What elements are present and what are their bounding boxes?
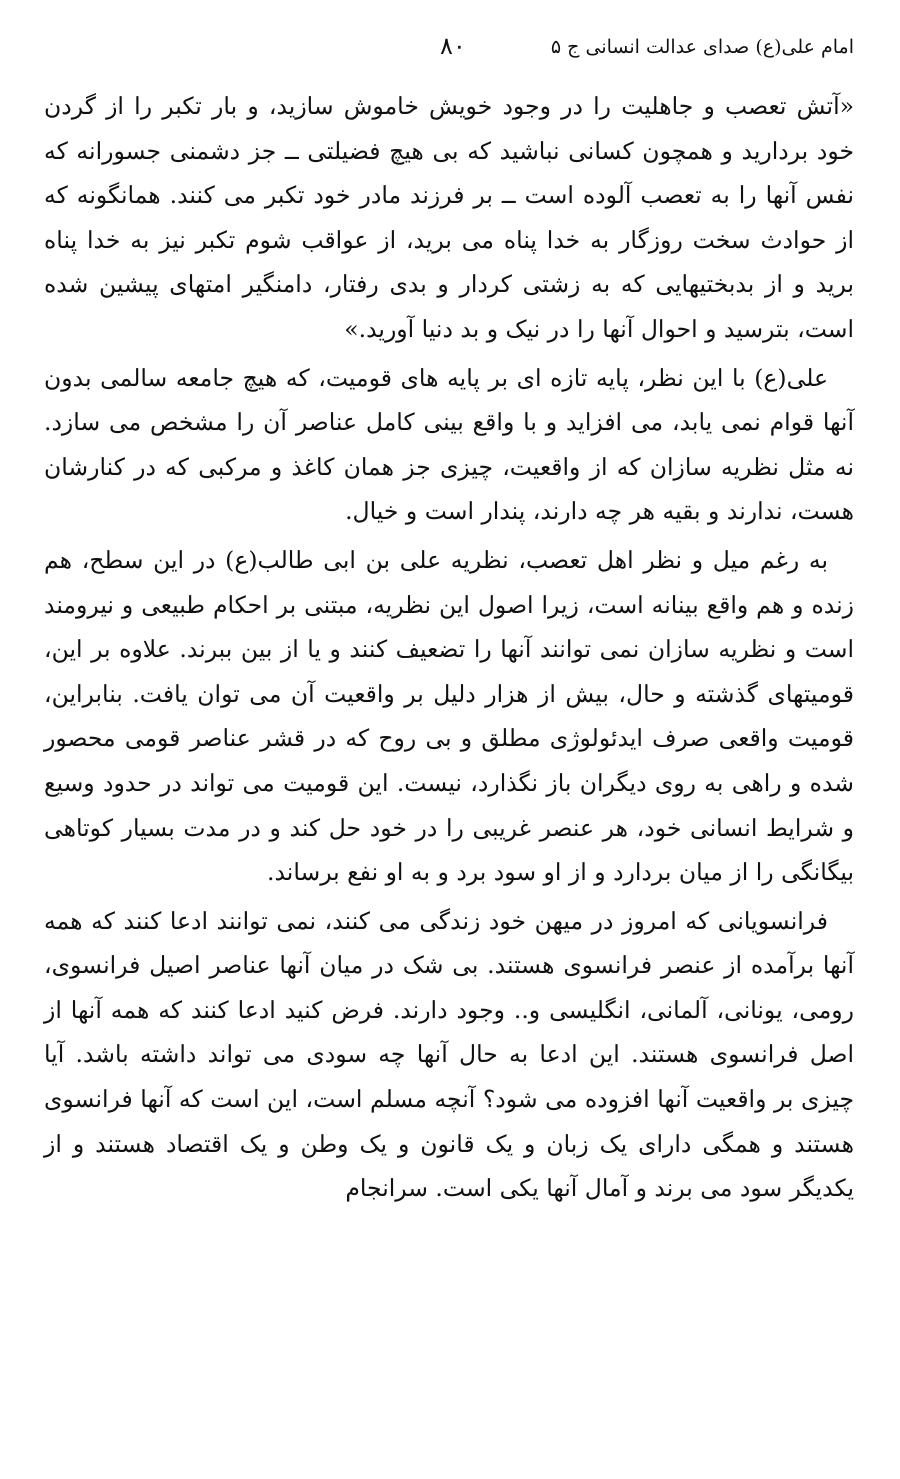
body-paragraph: فرانسویانی که امروز در میهن خود زندگی می کنند، نمی توانند ادعا کنند که همه آنها برآمده از عنصر فرانسوی هستند. بی شک در میان آنها عناصر اصیل فرانسوی، رومی، یونانی، آلمانی، انگلیسی و.. وجود دارند. فرض کنید ادعا کنند که همه آنها از اصل فرانسوی هستند. این ادعا به حال آنها چه سودی می تواند داشته باشد. آیا چیزی بر واقعیت آنها افزوده می شود؟ آنچه مسلم است، این است که آنها فرانسوی هستند و همگی دارای یک زبان و یک قانون و یک وطن و یک اقتصاد هستند و از یکدیگر سود می برند و آمال آنها یکی است. سرانجام [44,906,854,1203]
body-paragraph: به رغم میل و نظر اهل تعصب، نظریه علی بن ابی طالب(ع) در این سطح، هم زنده و هم واقع بینانه است، زیرا اصول این نظریه، مبتنی بر احکام طبیعی و نیرومند است و نظریه سازان نمی توانند آنها را تضعیف کنند و یا از بین ببرند. علاوه بر این، قومیتهای گذشته و حال، بیش از هزار دلیل بر واقعیت آن می توان یافت. بنابراین، قومیت واقعی صرف ایدئولوژی مطلق و بی روح که در قشر عناصر قومی محصور شده و راهی به روی دیگران باز نگذارد، نیست. این قومیت می تواند در حدود وسیع و شرایط انسانی خود، هر عنصر غریبی را در خود حل کند و در مدت بسیار کوتاهی بیگانگی را از میان بردارد و از او سود برد و به او نفع برساند. [44,545,854,887]
body-text [44,84,854,1215]
page-header [44,30,854,70]
page-number: ۸۰ [440,32,466,60]
quoted-sermon-paragraph: «آتش تعصب و جاهلیت را در وجود خویش خاموش سازید، و بار تکبر را از گردن خود بردارید و همچون کسانی نباشید که بی هیچ فضیلتی ــ جز دشمنی جسورانه که نفس آنها را به تعصب آلوده است ــ بر فرزند مادر خود تکبر می کنند. همانگونه که از حوادث سخت روزگار به خدا پناه می برید، از عواقب شوم تکبر نیز به خدا پناه برید و از بدبختیهایی که به زشتی کردار و بدی رفتار، دامنگیر امتهای پیشین شده است، بترسید و احوال آنها را در نیک و بد دنیا آورید.» [44,92,854,343]
body-paragraph: علی(ع) با این نظر، پایه تازه ای بر پایه های قومیت، که هیچ جامعه سالمی بدون آنها قوام نمی یابد، می افزاید و با واقع بینی کامل عناصر آن را مشخص می سازد. نه مثل نظریه سازان که از واقعیت، چیزی جز همان کاغذ و مرکبی که در کنارشان هست، ندارند و بقیه هر چه دارند، پندار است و خیال. [44,363,854,526]
running-head: امام علی(ع) صدای عدالت انسانی ج ۵ [550,36,854,58]
